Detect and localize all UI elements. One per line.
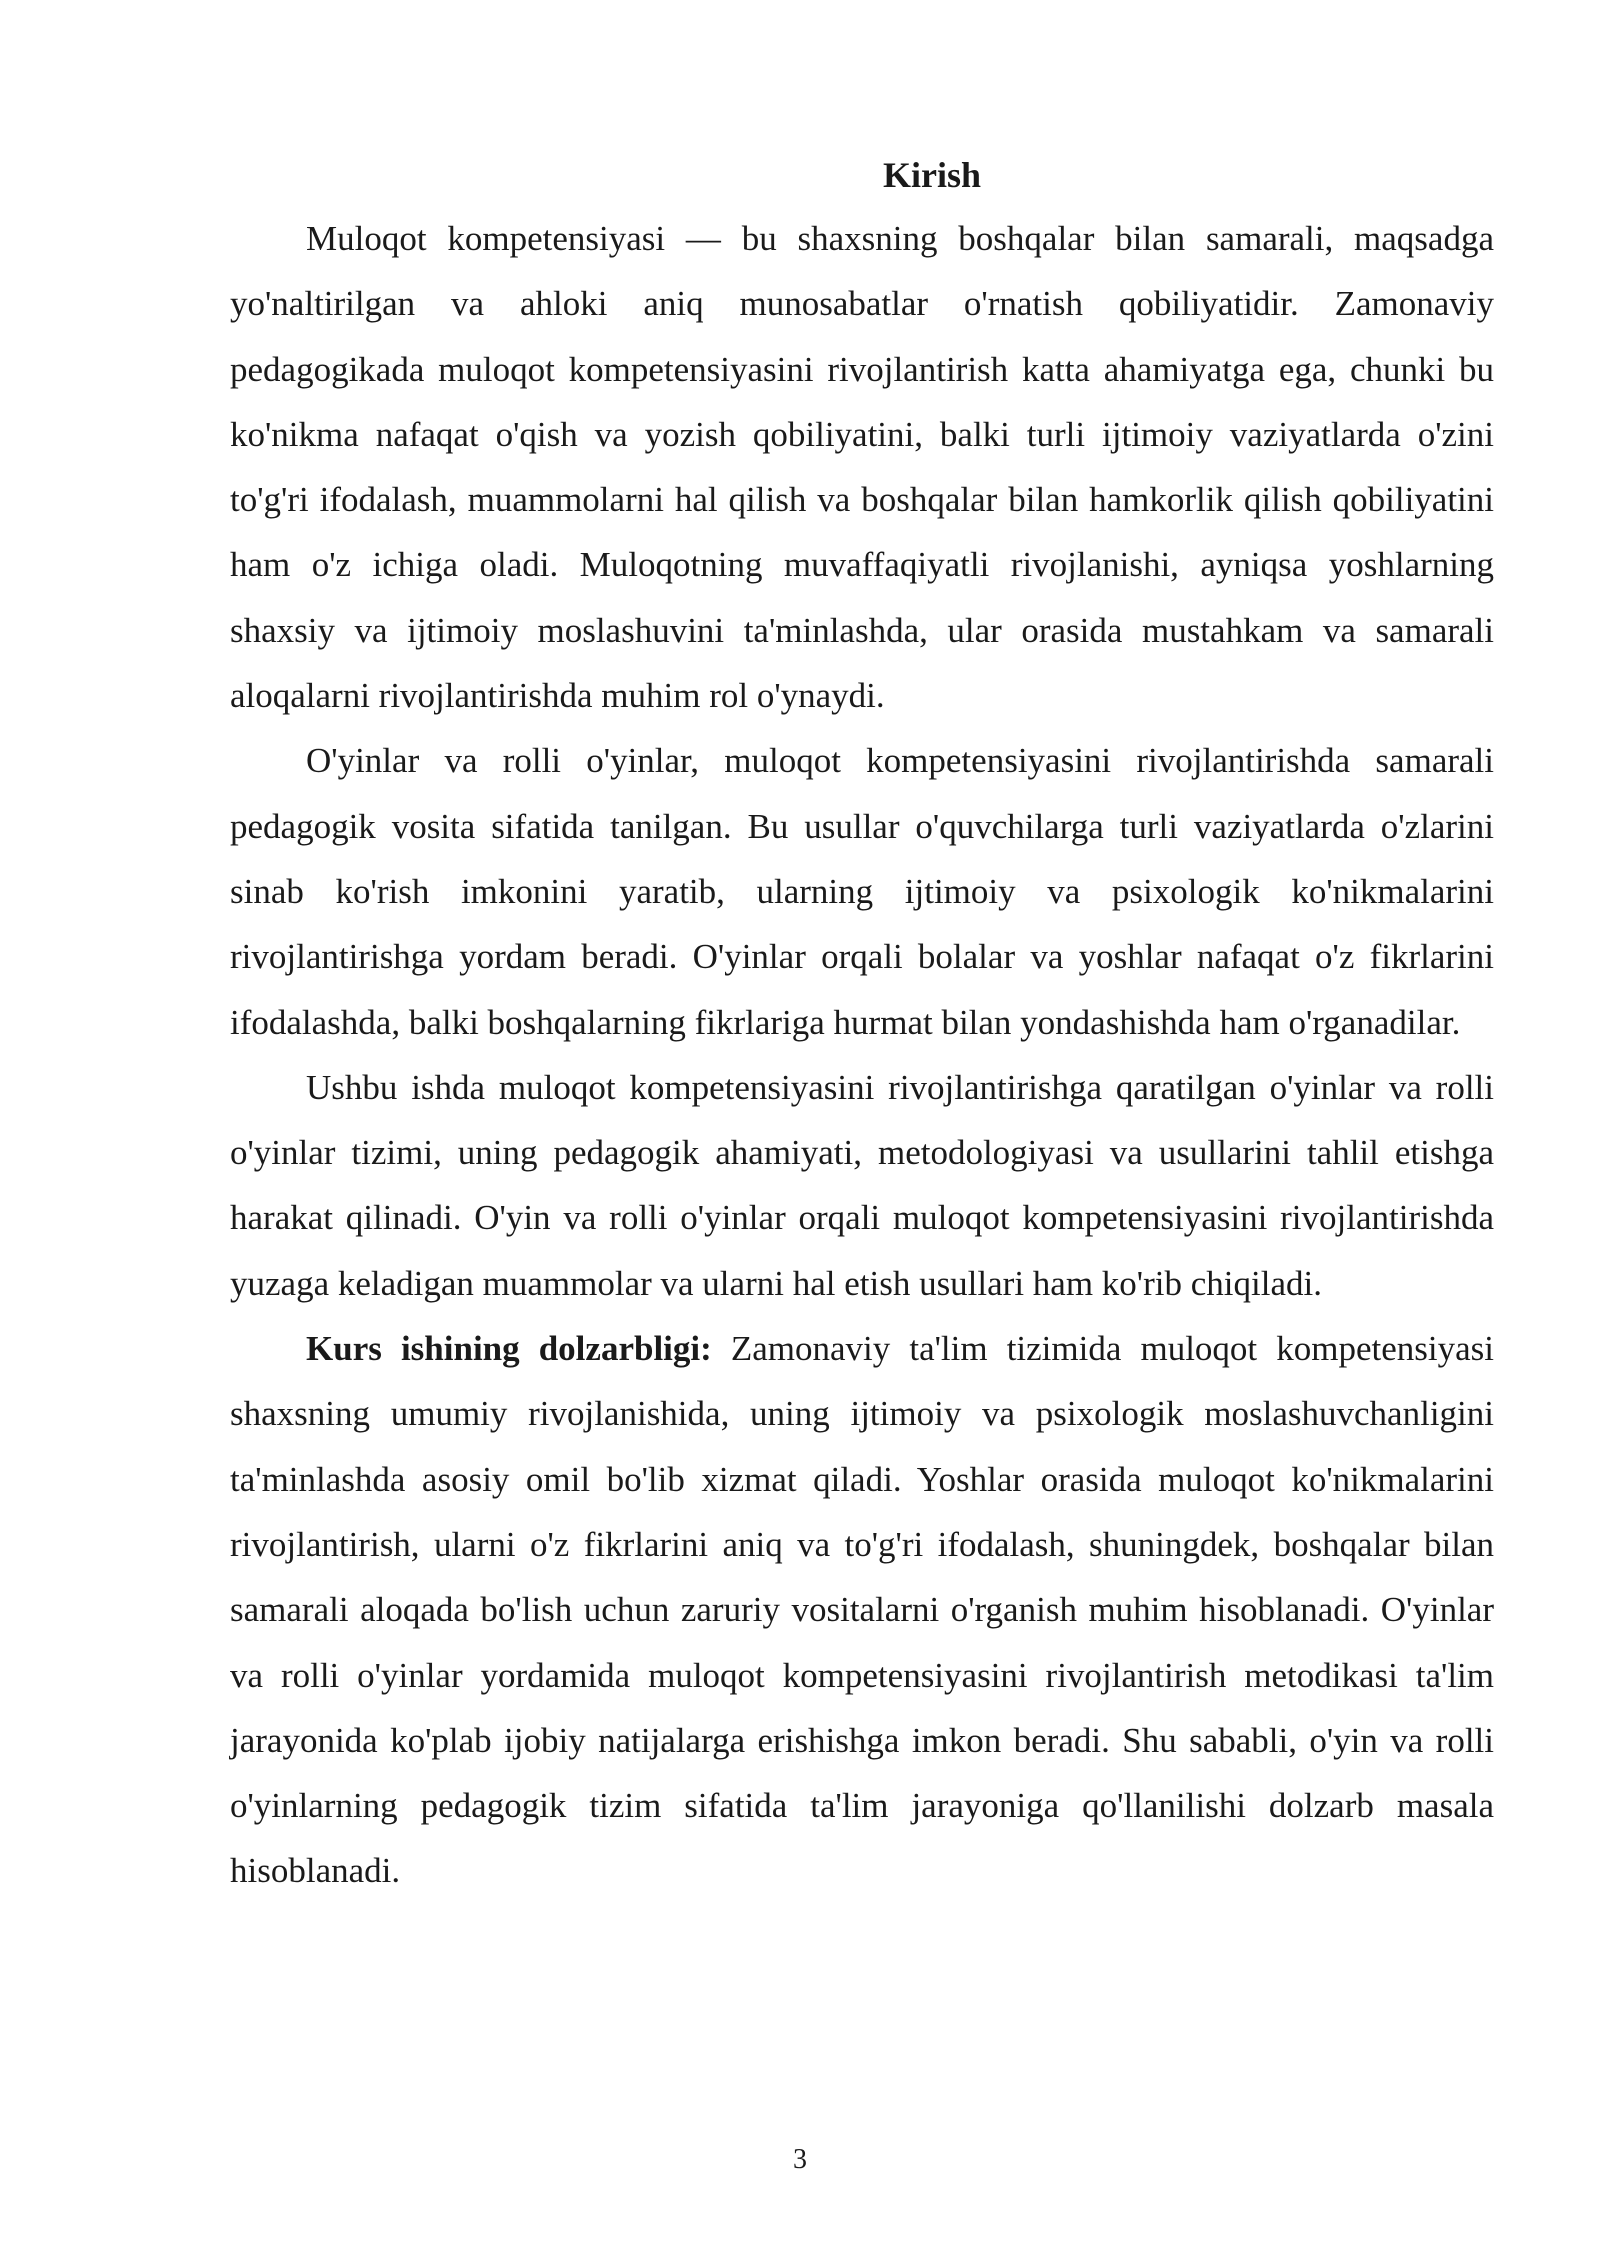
paragraph-intro — [230, 206, 1494, 728]
paragraph-text: Muloqot kompetensiyasi — bu shaxsning boshqalar bilan samarali, maqsadga yo'naltirilgan va ahloki aniq munosabatlar o'rnatish qobiliyatidir. Zamonaviy pedagogikada muloqot kompetensiyasini rivojlantirish katta ahamiyatga ega, chunki bu ko'nikma nafaqat o'qish va yozish qobiliyatini, balki turli ijtimoiy vaziyatlarda o'zini to'g'ri ifodalash, muammolarni hal qilish va boshqalar bilan hamkorlik qilish qobiliyatini ham o'z ichiga oladi. Muloqotning muvaffaqiyatli rivojlanishi, ayniqsa yoshlarning shaxsiy va ijtimoiy moslashuvini ta'minlashda, ular orasida mustahkam va samarali aloqalarni rivojlantirishda muhim rol o'ynaydi. — [230, 219, 1494, 716]
paragraph-text: Zamonaviy ta'lim tizimida muloqot kompetensiyasi shaxsning umumiy rivojlanishida, uning ijtimoiy va psixologik moslashuvchanligini ta'minlashda asosiy omil bo'lib xizmat qiladi. Yoshlar orasida muloqot ko'nikmalarini rivojlantirish, ularni o'z fikrlarini aniq va to'g'ri ifodalash, shuningdek, boshqalar bilan samarali aloqada bo'lish uchun zaruriy vositalarni o'rganish muhim hisoblanadi. O'yinlar va rolli o'yinlar yordamida muloqot kompetensiyasini rivojlantirish metodikasi ta'lim jarayonida ko'plab ijobiy natijalarga erishishga imkon beradi. Shu sababli, o'yin va rolli o'yinlarning pedagogik tizim sifatida ta'lim jarayoniga qo'llanilishi dolzarb masala hisoblanadi. — [230, 1329, 1494, 1891]
paragraph-relevance — [230, 1316, 1494, 1904]
document-page — [230, 148, 1494, 1904]
page-title: Kirish — [882, 155, 981, 195]
paragraph-lead-heading: Kurs ishining dolzarbligi: — [306, 1329, 712, 1369]
page-number: 3 — [793, 2144, 807, 2175]
paragraph-text: Ushbu ishda muloqot kompetensiyasini rivojlantirishga qaratilgan o'yinlar va rolli o'yinlar tizimi, uning pedagogik ahamiyati, metodologiyasi va usullarini tahlil etishga harakat qilinadi. O'yin va rolli o'yinlar orqali muloqot kompetensiyasini rivojlantirishda yuzaga keladigan muammolar va ularni hal etish usullari ham ko'rib chiqiladi. — [230, 1067, 1494, 1303]
paragraph-work-scope — [230, 1055, 1494, 1316]
paragraph-games — [230, 728, 1494, 1054]
paragraph-text: O'yinlar va rolli o'yinlar, muloqot kompetensiyasini rivojlantirishda samarali pedagogik vosita sifatida tanilgan. Bu usullar o'quvchilarga turli vaziyatlarda o'zlarini sinab ko'rish imkonini yaratib, ularning ijtimoiy va psixologik ko'nikmalarini rivojlantirishga yordam beradi. O'yinlar orqali bolalar va yoshlar nafaqat o'z fikrlarini ifodalashda, balki boshqalarning fikrlariga hurmat bilan yondashishda ham o'rganadilar. — [230, 741, 1494, 1042]
